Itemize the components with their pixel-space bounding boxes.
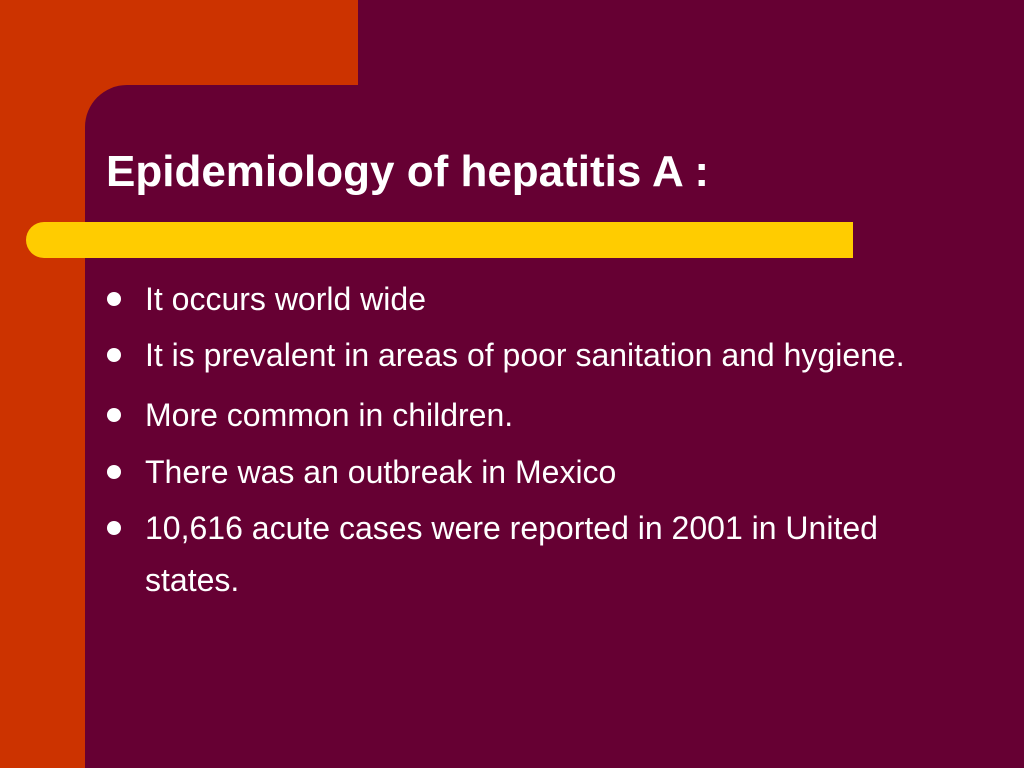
bullet-text: More common in children. <box>145 397 514 433</box>
bullet-dot-icon <box>107 408 121 422</box>
bullet-item <box>104 329 964 381</box>
bullet-dot-icon <box>107 465 121 479</box>
maroon-background-top <box>358 0 1024 90</box>
bullet-item <box>104 445 964 499</box>
bullet-text: There was an outbreak in Mexico <box>145 454 617 490</box>
bullet-text: It is prevalent in areas of poor sanitation and hygiene. <box>145 337 905 373</box>
slide-title: Epidemiology of hepatitis A : <box>106 147 709 196</box>
title-underline-bar <box>26 222 853 258</box>
bullet-item <box>104 388 964 442</box>
bullet-item <box>104 502 964 606</box>
bullet-item <box>104 272 964 326</box>
bullet-text: It occurs world wide <box>145 281 426 317</box>
bullet-dot-icon <box>107 348 121 362</box>
bullet-list <box>104 272 964 613</box>
bullet-text: 10,616 acute cases were reported in 2001 in United states. <box>145 510 878 598</box>
bullet-dot-icon <box>107 521 121 535</box>
bullet-dot-icon <box>107 292 121 306</box>
